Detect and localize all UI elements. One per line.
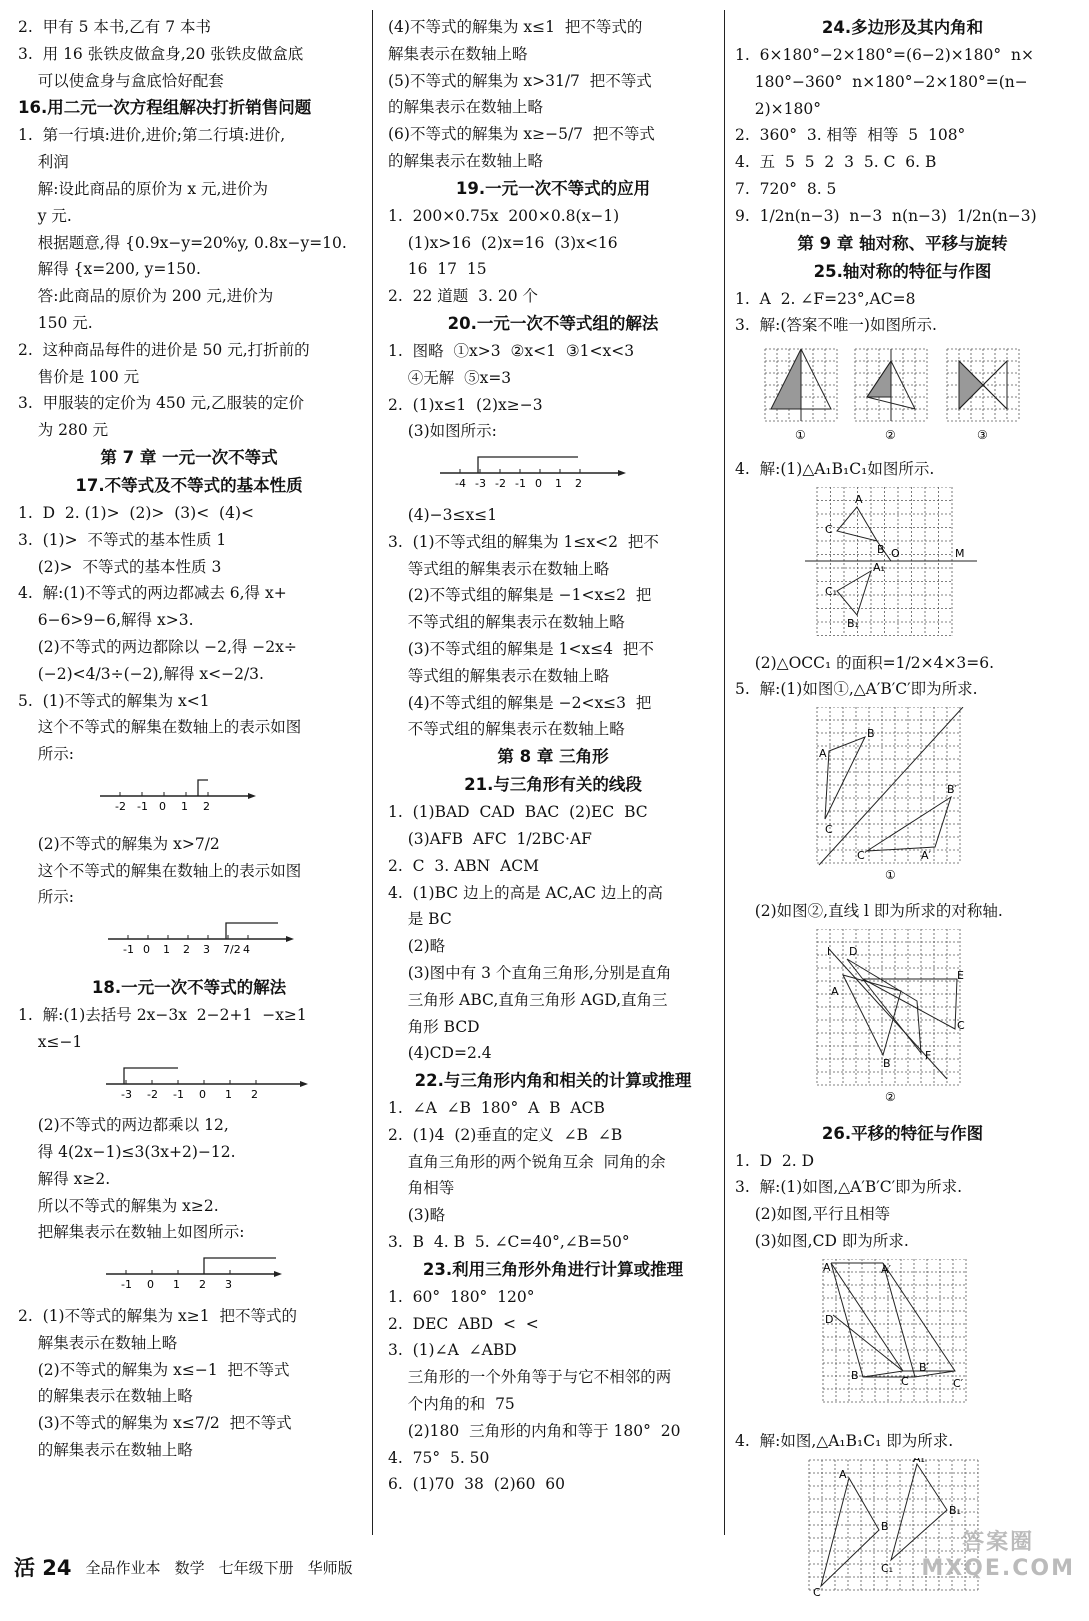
- text-block: [735, 898, 1070, 925]
- answer-line: 的解集表示在数轴上略: [388, 151, 544, 170]
- point-label: A: [855, 492, 863, 506]
- point-label: B′: [947, 783, 958, 797]
- answer-line: 1. 解:(1)去括号 2x−3x 2−2+1 −x≥1: [18, 1005, 307, 1024]
- answer-line: 6. (1)70 38 (2)60 60: [388, 1475, 566, 1494]
- point-label: B: [881, 1520, 889, 1534]
- answer-line: 180°−360° n×180°−2×180°=(n−: [735, 72, 1028, 91]
- answer-line: 不等式组的解集表示在数轴上略: [388, 720, 625, 739]
- point-label: C: [957, 1018, 965, 1032]
- tick-label: 2: [251, 1087, 258, 1100]
- point-label: A: [823, 1260, 831, 1274]
- tick-label: 0: [535, 477, 542, 490]
- tick-label: 2: [203, 799, 210, 813]
- chapter-7-title: 第 7 章 一元一次不等式: [100, 447, 278, 467]
- answer-line: (3)如图,CD 即为所求.: [735, 1231, 909, 1250]
- answer-line: 1. 第一行填:进价,进价;第二行填:进价,: [18, 126, 286, 145]
- book-title: 全品作业本: [85, 1558, 161, 1577]
- text-block: [388, 502, 718, 743]
- chapter-8-title: 第 8 章 三角形: [497, 747, 609, 767]
- tick-label: 1: [173, 1278, 180, 1291]
- answer-line: 售价是 100 元: [18, 367, 140, 386]
- grid-figure-5: [735, 707, 1065, 885]
- number-line-figure: [18, 915, 348, 961]
- section-18-title: 18.一元一次不等式的解法: [91, 977, 287, 997]
- point-label: A: [831, 984, 839, 998]
- point-label: l: [827, 944, 831, 958]
- column-3: [735, 14, 1070, 1621]
- section-24-title: 24.多边形及其内角和: [821, 18, 984, 37]
- point-label: O: [891, 546, 900, 560]
- axis-arrow: [274, 1271, 282, 1277]
- answer-line: 4. 解:(1)△A₁B₁C₁如图所示.: [735, 459, 935, 478]
- axis-arrow: [286, 936, 294, 942]
- grid-figure-4: [735, 487, 1065, 637]
- answer-line: (2)不等式组的解集是 −1<x≤2 把: [388, 586, 652, 605]
- answer-line: 2. 这种商品每件的进价是 50 元,打折前的: [18, 340, 310, 359]
- answer-line: 2. (1)x≤1 (2)x≥−3: [388, 395, 543, 414]
- answer-line: (5)不等式的解集为 x>31/7 把不等式: [388, 71, 652, 90]
- text-block: [18, 831, 360, 911]
- answer-line: (3)如图所示:: [388, 422, 497, 441]
- answer-line: (6)不等式的解集为 x≥−5/7 把不等式: [388, 125, 655, 144]
- answer-line: 根据题意,得 {0.9x−y=20%y, 0.8x−y=10.: [18, 233, 347, 252]
- answer-line: 解集表示在数轴上略: [18, 1333, 178, 1352]
- point-label: B₁: [847, 616, 859, 630]
- text-block: [18, 1303, 360, 1464]
- tick-label: 0: [159, 799, 166, 813]
- tick-label: 0: [199, 1087, 206, 1100]
- answer-line: (3)图中有 3 个直角三角形,分别是直角: [388, 963, 672, 982]
- answer-line: 3. 解:(1)如图,△A′B′C′即为所求.: [735, 1178, 963, 1197]
- answer-line: 16 17 15: [388, 260, 487, 279]
- page-footer: [14, 1552, 353, 1582]
- text-block: [735, 1428, 1070, 1455]
- answer-line: (2)不等式的解集为 x>7/2: [18, 834, 220, 853]
- answer-line: (4)不等式的解集为 x≤1 把不等式的: [388, 18, 643, 36]
- section-26-title: 26.平移的特征与作图: [821, 1123, 984, 1143]
- text-block: [735, 42, 1070, 230]
- answer-line: 的解集表示在数轴上略: [388, 98, 544, 117]
- answer-line: 2. DEC ABD < <: [388, 1314, 539, 1333]
- point-label: A: [819, 747, 827, 761]
- tick-label: 0: [147, 1278, 154, 1291]
- triangle-two: [863, 979, 957, 1029]
- answer-line: 3. 用 16 张铁皮做盒身,20 张铁皮做盒底: [18, 44, 304, 63]
- point-label: C₁: [881, 1562, 894, 1576]
- answer-line: 2. (1)4 (2)垂直的定义 ∠B ∠B: [388, 1125, 623, 1144]
- point-label: B: [883, 1056, 891, 1070]
- answer-line: 1. D 2. (1)> (2)> (3)< (4)<: [18, 503, 254, 522]
- answer-line: 利润: [18, 153, 69, 172]
- point-label: A₁: [913, 1458, 925, 1466]
- answer-line: 解得 x≥2.: [18, 1169, 111, 1188]
- point-label: M: [955, 546, 965, 560]
- watermark: [921, 1530, 1075, 1582]
- answer-line: (3)AFB AFC 1/2BC·AF: [388, 829, 592, 848]
- answer-line: 等式组的解集表示在数轴上略: [388, 666, 610, 685]
- answer-line: 所以不等式的解集为 x≥2.: [18, 1196, 219, 1215]
- watermark-url: MXQE.COM: [921, 1556, 1075, 1581]
- tick-label: -1: [515, 477, 526, 490]
- answer-line: 6−6>9−6,解得 x>3.: [18, 611, 194, 630]
- answer-line: 3. 甲服装的定价为 450 元,乙服装的定价: [18, 394, 305, 413]
- answer-line: 7. 720° 8. 5: [735, 179, 837, 198]
- axis-arrow: [300, 1081, 308, 1087]
- section-16-title: 16.用二元一次方程组解决打折销售问题: [18, 98, 312, 118]
- answer-line: 4. 五 5 5 2 3 5. C 6. B: [735, 153, 937, 172]
- answer-line: 为 280 元: [18, 421, 109, 440]
- tick-label: 3: [225, 1278, 232, 1291]
- point-label: C: [825, 823, 833, 837]
- answer-line: (3)不等式的解集为 x≤7/2 把不等式: [18, 1414, 292, 1433]
- tick-label: -2: [147, 1087, 158, 1100]
- edition: 华师版: [307, 1558, 353, 1577]
- text-block: [735, 1148, 1070, 1255]
- answer-line: (3)略: [388, 1206, 446, 1225]
- answer-line: (3)不等式组的解集是 1<x≤4 把不: [388, 639, 654, 658]
- tick-label: 3: [203, 943, 210, 957]
- answer-line: y 元.: [18, 206, 72, 225]
- answer-line: 4. (1)BC 边上的高是 AC,AC 边上的高: [388, 883, 663, 902]
- answer-line: 的解集表示在数轴上略: [18, 1387, 193, 1406]
- section-20-title: 20.一元一次不等式组的解法: [447, 313, 659, 333]
- point-label: B: [851, 1368, 859, 1382]
- triangle-a-prime: [883, 1263, 955, 1377]
- point-label: A: [839, 1468, 847, 1482]
- segment-cd: [833, 1315, 903, 1371]
- answer-line: 3. (1)不等式组的解集为 1≤x<2 把不: [388, 532, 659, 551]
- point-label: B: [867, 727, 875, 741]
- answer-line: 等式组的解集表示在数轴上略: [388, 559, 610, 578]
- answer-line: 150 元.: [18, 313, 93, 332]
- tick-label: -4: [455, 477, 466, 490]
- answer-line: 是 BC: [388, 910, 452, 929]
- solution-bracket: [124, 1068, 178, 1084]
- text-block: [18, 500, 360, 768]
- tick-label: 4: [243, 943, 250, 957]
- shaded-triangle: [771, 349, 801, 409]
- answer-line: 不等式组的解集表示在数轴上略: [388, 613, 625, 632]
- answer-line: (4)CD=2.4: [388, 1044, 492, 1063]
- tick-label: -3: [121, 1087, 132, 1100]
- point-label: C: [813, 1586, 821, 1600]
- subject: 数学: [174, 1558, 205, 1577]
- point-label: A′: [921, 849, 932, 863]
- tick-label: 1: [181, 799, 188, 813]
- tick-label: 1: [555, 477, 562, 490]
- figure-label: ①: [885, 868, 896, 883]
- answer-line: 角形 BCD: [388, 1017, 480, 1036]
- tick-label: -2: [495, 477, 506, 490]
- answer-line: 这个不等式的解集在数轴上的表示如图: [18, 861, 302, 880]
- number-line-figure: [388, 449, 708, 489]
- point-label: B₁: [949, 1504, 961, 1518]
- solution-bracket: [198, 780, 208, 796]
- answer-line: 4. 解:如图,△A₁B₁C₁ 即为所求.: [735, 1431, 954, 1450]
- figure-label: ①: [795, 428, 806, 443]
- answer-line: 3. 解:(答案不唯一)如图所示.: [735, 316, 937, 335]
- grid-figure-7: [735, 1259, 1065, 1415]
- answer-line: 3. (1)> 不等式的基本性质 1: [18, 530, 227, 549]
- answer-line: x≤−1: [18, 1032, 83, 1051]
- answer-line: 1. A 2. ∠F=23°,AC=8: [735, 289, 916, 308]
- answer-line: 角相等: [388, 1179, 455, 1198]
- triangle-abc: [831, 1263, 903, 1377]
- tick-label: 1: [225, 1087, 232, 1100]
- answer-line: 1. ∠A ∠B 180° A B ACB: [388, 1099, 605, 1118]
- figure-label: ②: [885, 428, 896, 443]
- answer-line: 1. 6×180°−2×180°=(6−2)×180° n×: [735, 46, 1034, 64]
- text-block: [735, 456, 1070, 483]
- answer-line: 这个不等式的解集在数轴上的表示如图: [18, 718, 302, 737]
- answer-line: 2. C 3. ABN ACM: [388, 856, 539, 875]
- answer-line: 得 4(2x−1)≤3(3x+2)−12.: [18, 1143, 236, 1162]
- answer-line: (−2)<4/3÷(−2),解得 x<−2/3.: [18, 664, 264, 683]
- answer-line: (4)−3≤x≤1: [388, 505, 498, 524]
- solution-bracket: [204, 1258, 276, 1274]
- point-label: A′: [881, 1262, 892, 1276]
- text-block: [18, 122, 360, 444]
- figure-label: ③: [977, 428, 988, 443]
- answer-line: 1. D 2. D: [735, 1151, 815, 1170]
- text-block: [18, 1002, 360, 1056]
- tick-label: 2: [183, 943, 190, 957]
- answer-line: 所示:: [18, 888, 74, 907]
- tick-label: -1: [121, 1278, 132, 1291]
- answer-line: 1. 60° 180° 120°: [388, 1287, 535, 1306]
- triangle-abc: [821, 1478, 879, 1586]
- answer-line: ④无解 ⑤x=3: [388, 368, 512, 387]
- answer-line: (4)不等式组的解集是 −2<x≤3 把: [388, 693, 652, 712]
- answer-line: 直角三角形的两个锐角互余 同角的余: [388, 1152, 666, 1171]
- point-label: D: [825, 1312, 834, 1326]
- triangle-outline: [801, 349, 831, 409]
- text-block: [388, 799, 718, 1067]
- point-label: E: [957, 968, 964, 982]
- point-label: C′: [857, 849, 868, 863]
- answer-line: 三角形 ABC,直角三角形 AGD,直角三: [388, 990, 668, 1009]
- point-label: B′: [919, 1360, 930, 1374]
- answer-line: (1)x>16 (2)x=16 (3)x<16: [388, 233, 618, 252]
- answer-line: 3. B 4. B 5. ∠C=40°,∠B=50°: [388, 1233, 630, 1252]
- answer-line: 1. 图略 ①x>3 ②x<1 ③1<x<3: [388, 341, 635, 360]
- tick-label: 2: [575, 477, 582, 490]
- answer-line: 2. 22 道题 3. 20 个: [388, 287, 539, 306]
- number-line-figure: [18, 772, 348, 818]
- triangle-abc: [825, 737, 865, 819]
- point-label: C: [825, 522, 833, 536]
- point-label: B: [877, 542, 885, 556]
- chapter-9-title: 第 9 章 轴对称、平移与旋转: [797, 233, 1008, 253]
- answer-line: 答:此商品的原价为 200 元,进价为: [18, 287, 274, 306]
- point-label: C: [901, 1374, 909, 1388]
- point-label: D: [849, 944, 858, 958]
- answer-line: 个内角的和 75: [388, 1395, 515, 1414]
- answer-line: 2. 360° 3. 相等 相等 5 108°: [735, 126, 966, 145]
- answer-line: 所示:: [18, 745, 74, 764]
- tick-label: 7/2: [223, 943, 241, 957]
- section-17-title: 17.不等式及不等式的基本性质: [75, 475, 303, 495]
- tick-label: -2: [115, 799, 126, 813]
- answer-line: 4. 解:(1)不等式的两边都减去 6,得 x+: [18, 584, 287, 603]
- answer-line: 可以使盒身与盒底恰好配套: [18, 71, 224, 90]
- tick-label: -1: [123, 943, 134, 957]
- answer-line: 5. 解:(1)如图①,△A′B′C′即为所求.: [735, 680, 978, 699]
- answer-line: 9. 1/2n(n−3) n−3 n(n−3) 1/2n(n−3): [735, 206, 1037, 225]
- section-22-title: 22.与三角形内角和相关的计算或推理: [414, 1071, 692, 1091]
- point-label: C′: [953, 1376, 964, 1390]
- text-block: [388, 203, 718, 310]
- answer-line: 三角形的一个外角等于与它不相邻的两: [388, 1368, 672, 1387]
- answer-line: (2)不等式的两边都乘以 12,: [18, 1116, 229, 1135]
- answer-line: 解:设此商品的原价为 x 元,进价为: [18, 179, 268, 198]
- column-1: [18, 14, 360, 1464]
- figure-label: ②: [885, 1089, 896, 1104]
- tick-label: -1: [137, 799, 148, 813]
- watermark-text: 答案圈: [962, 1530, 1035, 1555]
- answer-line: 解得 {x=200, y=150.: [18, 260, 201, 279]
- text-block: [388, 338, 718, 445]
- point-label: A₁: [873, 560, 885, 574]
- tick-label: 1: [163, 943, 170, 957]
- answer-line: 2. (1)不等式的解集为 x≥1 把不等式的: [18, 1307, 297, 1326]
- text-block: [18, 14, 360, 94]
- answer-line: (2)不等式的两边都除以 −2,得 −2x÷: [18, 637, 297, 656]
- text-block: [388, 1284, 718, 1498]
- answer-line: (2)如图,平行且相等: [735, 1205, 891, 1224]
- axis-arrow: [618, 470, 626, 476]
- answer-line: 2)×180°: [735, 99, 821, 118]
- text-block: [735, 650, 1070, 704]
- grid: [817, 707, 960, 863]
- answer-line: (2)不等式的解集为 x≤−1 把不等式: [18, 1360, 290, 1379]
- answer-line: (2)> 不等式的基本性质 3: [18, 557, 222, 576]
- number-line-figure: [18, 1250, 348, 1290]
- text-block: [735, 286, 1070, 340]
- answer-line: (2)180 三角形的内角和等于 180° 20: [388, 1421, 681, 1440]
- text-block: [388, 14, 718, 175]
- tick-label: -3: [475, 477, 486, 490]
- answer-line: 的解集表示在数轴上略: [18, 1441, 193, 1460]
- answer-line: 解集表示在数轴上略: [388, 44, 528, 63]
- tick-label: -1: [173, 1087, 184, 1100]
- answer-line: 1. (1)BAD CAD BAC (2)EC BC: [388, 803, 648, 822]
- answer-line: (2)△OCC₁ 的面积=1/2×4×3=6.: [735, 653, 995, 672]
- answer-line: 5. (1)不等式的解集为 x<1: [18, 691, 210, 710]
- section-25-title: 25.轴对称的特征与作图: [813, 261, 992, 281]
- axis-arrow: [248, 793, 256, 799]
- text-block: [18, 1112, 360, 1246]
- section-19-title: 19.一元一次不等式的应用: [455, 178, 651, 198]
- tick-label: 2: [199, 1278, 206, 1291]
- answer-line: 2. 甲有 5 本书,乙有 7 本书: [18, 18, 212, 36]
- point-label: F: [925, 1048, 932, 1062]
- answer-line: (2)如图②,直线 l 即为所求的对称轴.: [735, 901, 1003, 920]
- page-number: 活 24: [14, 1556, 72, 1580]
- number-line-figure: [18, 1060, 348, 1100]
- answer-line: 4. 75° 5. 50: [388, 1448, 490, 1467]
- answer-line: 3. (1)∠A ∠ABD: [388, 1341, 517, 1360]
- grid-figure-6: [735, 929, 1065, 1107]
- tick-label: 0: [143, 943, 150, 957]
- answer-line: 1. 200×0.75x 200×0.8(x−1): [388, 206, 620, 225]
- section-21-title: 21.与三角形有关的线段: [464, 775, 642, 795]
- solution-bracket: [478, 457, 578, 473]
- point-label: C₁: [825, 584, 838, 598]
- text-block: [388, 1095, 718, 1256]
- column-2: [388, 14, 718, 1498]
- answer-line: 把解集表示在数轴上如图所示:: [18, 1223, 245, 1242]
- symmetry-figures: [735, 343, 1065, 443]
- triangle-one: [843, 975, 901, 1055]
- grade: 七年级下册: [218, 1558, 294, 1577]
- answer-line: (2)略: [388, 937, 446, 956]
- section-23-title: 23.利用三角形外角进行计算或推理: [422, 1259, 684, 1279]
- solution-bracket: [226, 923, 278, 939]
